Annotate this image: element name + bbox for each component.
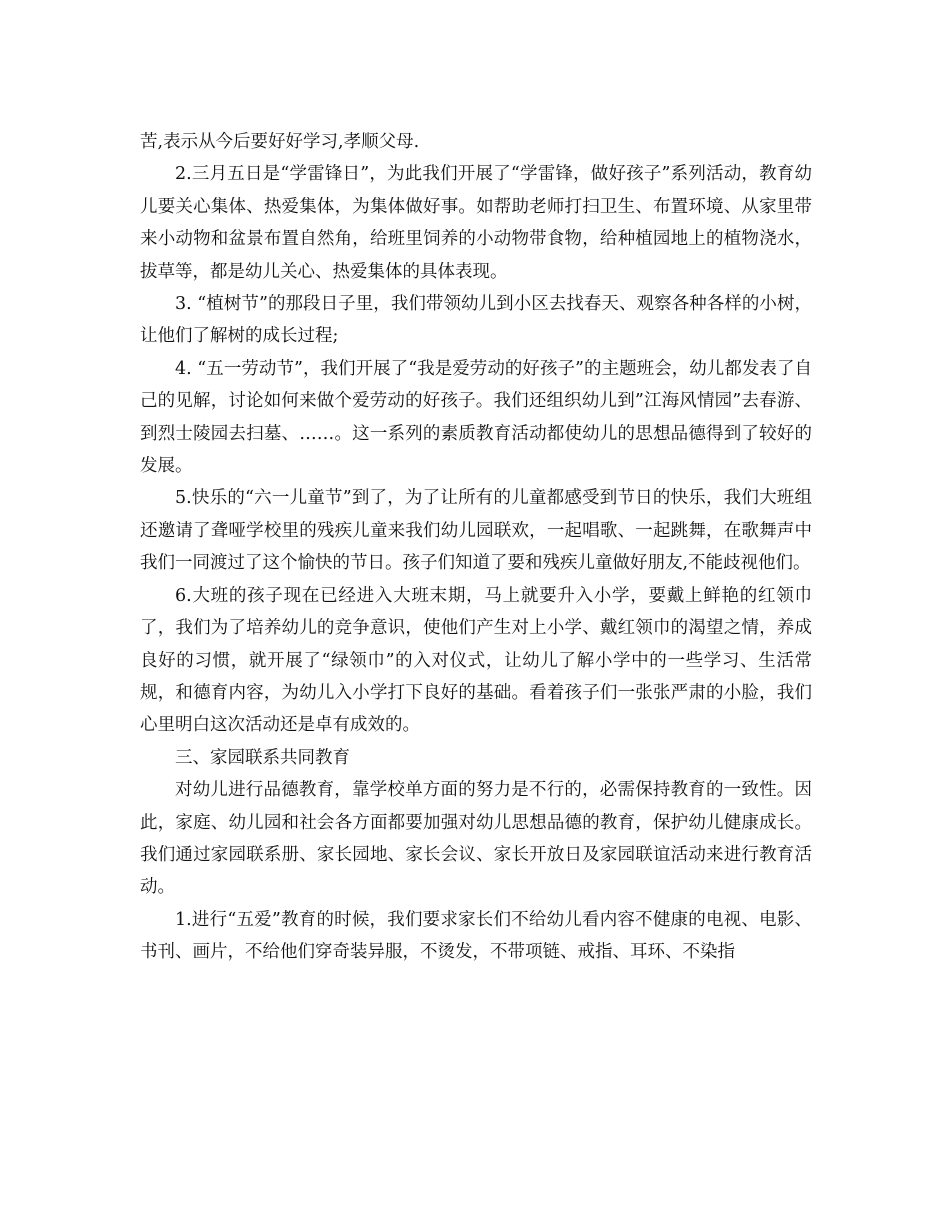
paragraph-item-2: 2.三月五日是“学雷锋日”，为此我们开展了“学雷锋，做好孩子”系列活动，教育幼儿要关心集体、热爱集体，为集体做好事。如帮助老师打扫卫生、布置环境、从家里带来小动物和盆景布置自然角，给班里饲养的小动物带食物，给种植园地上的植物浇水，拔草等，都是幼儿关心、热爱集体的具体表现。 xyxy=(140,164,812,282)
paragraph-item-4: 4. “五一劳动节”，我们开展了“我是爱劳动的好孩子”的主题班会，幼儿都发表了自己的见解，讨论如何来做个爱劳动的好孩子。我们还组织幼儿到”江海风情园”去春游、到烈士陵园去扫墓、……。这一系列的素质教育活动都使幼儿的思想品德得到了较好的发展。 xyxy=(140,358,812,477)
paragraph-item-6: 6.大班的孩子现在已经进入大班末期，马上就要升入小学，要戴上鲜艳的红领巾了，我们为了培养幼儿的竞争意识，使他们产生对上小学、戴红领巾的渴望之情，养成良好的习惯，就开展了“绿领巾”的入对仪式，让幼儿了解小学中的一些学习、生活常规，和德育内容，为幼儿入小学打下良好的基础。看着孩子们一张张严肃的小脸，我们心里明白这次活动还是卓有成效的。 xyxy=(140,585,812,736)
paragraph-item-5: 5.快乐的“六一儿童节”到了，为了让所有的儿童都感受到节日的快乐，我们大班组还邀请了聋哑学校里的残疾儿童来我们幼儿园联欢，一起唱歌、一起跳舞，在歌舞声中我们一同渡过了这个愉快的节日。孩子们知道了要和残疾儿童做好朋友,不能歧视他们。 xyxy=(140,488,812,574)
paragraph-section-intro: 对幼儿进行品德教育，靠学校单方面的努力是不行的，必需保持教育的一致性。因此，家庭、幼儿园和社会各方面都要加强对幼儿思想品德的教育，保护幼儿健康成长。我们通过家园联系册、家长园地、家长会议、家长开放日及家园联谊活动来进行教育活动。 xyxy=(140,780,812,898)
paragraph-item-3: 3. “植树节”的那段日子里，我们带领幼儿到小区去找春天、观察各种各样的小树，让他们了解树的成长过程; xyxy=(140,294,812,347)
paragraph-section-item-1: 1.进行“五爱”教育的时候，我们要求家长们不给幼儿看内容不健康的电视、电影、书刊、画片，不给他们穿奇装异服，不烫发，不带项链、戒指、耳环、不染指 xyxy=(140,909,812,963)
paragraph-continuation: 苦,表示从今后要好好学习,孝顺父母. xyxy=(140,132,420,152)
section-heading: 三、家园联系共同教育 xyxy=(175,747,350,768)
document-body xyxy=(140,126,812,969)
